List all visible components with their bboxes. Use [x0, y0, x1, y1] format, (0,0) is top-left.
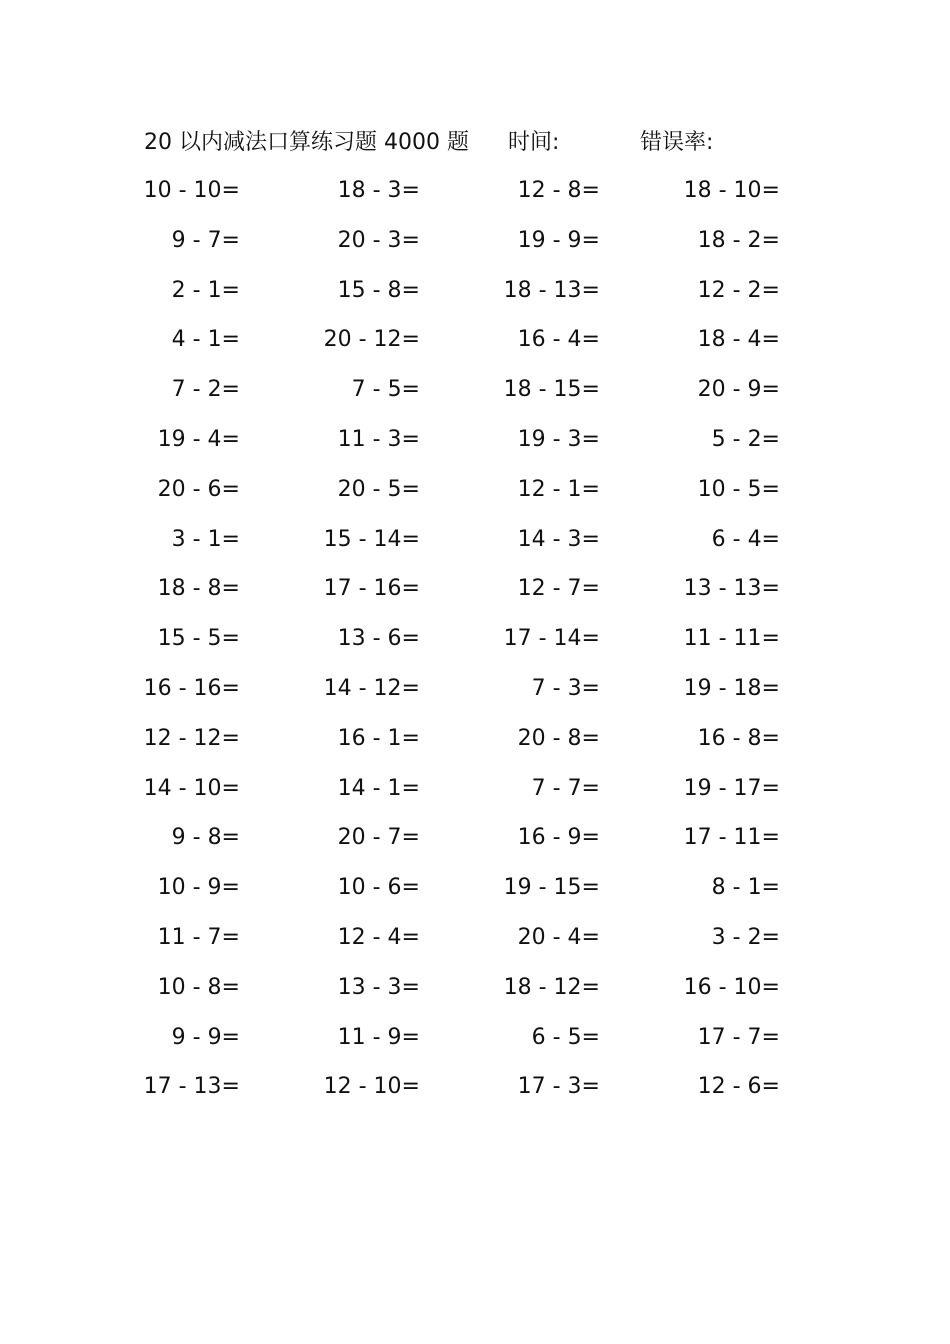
subtraction-problem: 14 - 3= — [517, 526, 600, 552]
subtraction-problem: 18 - 4= — [697, 327, 780, 353]
subtraction-problem: 3 - 1= — [171, 526, 240, 552]
subtraction-problem: 12 - 8= — [517, 178, 600, 203]
problem-row — [0, 423, 950, 473]
subtraction-problem: 7 - 2= — [171, 377, 240, 403]
subtraction-problem: 17 - 7= — [697, 1024, 780, 1050]
subtraction-problem: 17 - 14= — [503, 626, 600, 652]
subtraction-problem: 18 - 10= — [683, 178, 780, 203]
subtraction-problem: 7 - 7= — [531, 775, 600, 801]
subtraction-problem: 13 - 6= — [337, 626, 420, 652]
worksheet-title: 20 以内减法口算练习题 4000 题 — [144, 130, 469, 155]
subtraction-problem: 15 - 8= — [337, 277, 420, 303]
problem-row — [0, 672, 950, 722]
problem-grid — [0, 174, 950, 1120]
subtraction-problem: 12 - 12= — [143, 725, 240, 751]
subtraction-problem: 9 - 8= — [171, 825, 240, 851]
subtraction-problem: 12 - 7= — [517, 576, 600, 602]
subtraction-problem: 17 - 13= — [143, 1074, 240, 1100]
subtraction-problem: 10 - 10= — [143, 178, 240, 203]
subtraction-problem: 19 - 17= — [683, 775, 780, 801]
subtraction-problem: 15 - 5= — [157, 626, 240, 652]
subtraction-problem: 12 - 6= — [697, 1074, 780, 1100]
subtraction-problem: 18 - 12= — [503, 974, 600, 1000]
subtraction-problem: 6 - 4= — [711, 526, 780, 552]
subtraction-problem: 2 - 1= — [171, 277, 240, 303]
problem-row — [0, 274, 950, 324]
subtraction-problem: 19 - 18= — [683, 675, 780, 701]
subtraction-problem: 16 - 10= — [683, 974, 780, 1000]
problem-row — [0, 722, 950, 772]
problem-row — [0, 622, 950, 672]
subtraction-problem: 7 - 5= — [351, 377, 420, 403]
subtraction-problem: 15 - 14= — [323, 526, 420, 552]
problem-row — [0, 373, 950, 423]
subtraction-problem: 20 - 5= — [337, 476, 420, 502]
subtraction-problem: 14 - 1= — [337, 775, 420, 801]
subtraction-problem: 11 - 9= — [337, 1024, 420, 1050]
subtraction-problem: 10 - 9= — [157, 875, 240, 901]
subtraction-problem: 12 - 4= — [337, 924, 420, 950]
subtraction-problem: 18 - 13= — [503, 277, 600, 303]
subtraction-problem: 3 - 2= — [711, 924, 780, 950]
subtraction-problem: 18 - 8= — [157, 576, 240, 602]
subtraction-problem: 8 - 1= — [711, 875, 780, 901]
subtraction-problem: 11 - 3= — [337, 426, 420, 452]
problem-row — [0, 1070, 950, 1120]
problem-row — [0, 523, 950, 573]
subtraction-problem: 16 - 9= — [517, 825, 600, 851]
problem-row — [0, 1021, 950, 1071]
subtraction-problem: 20 - 4= — [517, 924, 600, 950]
problem-row — [0, 473, 950, 523]
subtraction-problem: 19 - 9= — [517, 227, 600, 253]
error-rate-label: 错误率: — [640, 130, 714, 155]
problem-row — [0, 871, 950, 921]
subtraction-problem: 19 - 3= — [517, 426, 600, 452]
subtraction-problem: 20 - 6= — [157, 476, 240, 502]
subtraction-problem: 17 - 16= — [323, 576, 420, 602]
subtraction-problem: 6 - 5= — [531, 1024, 600, 1050]
subtraction-problem: 20 - 3= — [337, 227, 420, 253]
subtraction-problem: 12 - 1= — [517, 476, 600, 502]
problem-row — [0, 224, 950, 274]
subtraction-problem: 5 - 2= — [711, 426, 780, 452]
subtraction-problem: 13 - 13= — [683, 576, 780, 602]
subtraction-problem: 12 - 10= — [323, 1074, 420, 1100]
problem-row — [0, 572, 950, 622]
subtraction-problem: 16 - 1= — [337, 725, 420, 751]
subtraction-problem: 16 - 16= — [143, 675, 240, 701]
subtraction-problem: 18 - 2= — [697, 227, 780, 253]
problem-row — [0, 821, 950, 871]
subtraction-problem: 14 - 10= — [143, 775, 240, 801]
subtraction-problem: 20 - 8= — [517, 725, 600, 751]
problem-row — [0, 921, 950, 971]
subtraction-problem: 17 - 11= — [683, 825, 780, 851]
subtraction-problem: 20 - 12= — [323, 327, 420, 353]
subtraction-problem: 19 - 15= — [503, 875, 600, 901]
problem-row — [0, 971, 950, 1021]
subtraction-problem: 9 - 7= — [171, 227, 240, 253]
subtraction-problem: 20 - 9= — [697, 377, 780, 403]
time-label: 时间: — [508, 130, 560, 155]
subtraction-problem: 18 - 3= — [337, 178, 420, 203]
subtraction-problem: 19 - 4= — [157, 426, 240, 452]
subtraction-problem: 4 - 1= — [171, 327, 240, 353]
subtraction-problem: 10 - 8= — [157, 974, 240, 1000]
subtraction-problem: 17 - 3= — [517, 1074, 600, 1100]
subtraction-problem: 10 - 6= — [337, 875, 420, 901]
subtraction-problem: 16 - 8= — [697, 725, 780, 751]
subtraction-problem: 7 - 3= — [531, 675, 600, 701]
subtraction-problem: 9 - 9= — [171, 1024, 240, 1050]
subtraction-problem: 13 - 3= — [337, 974, 420, 1000]
problem-row — [0, 772, 950, 822]
subtraction-problem: 18 - 15= — [503, 377, 600, 403]
subtraction-problem: 20 - 7= — [337, 825, 420, 851]
subtraction-problem: 14 - 12= — [323, 675, 420, 701]
subtraction-problem: 10 - 5= — [697, 476, 780, 502]
subtraction-problem: 16 - 4= — [517, 327, 600, 353]
problem-row — [0, 174, 950, 224]
subtraction-problem: 11 - 11= — [683, 626, 780, 652]
problem-row — [0, 323, 950, 373]
subtraction-problem: 12 - 2= — [697, 277, 780, 303]
subtraction-problem: 11 - 7= — [157, 924, 240, 950]
